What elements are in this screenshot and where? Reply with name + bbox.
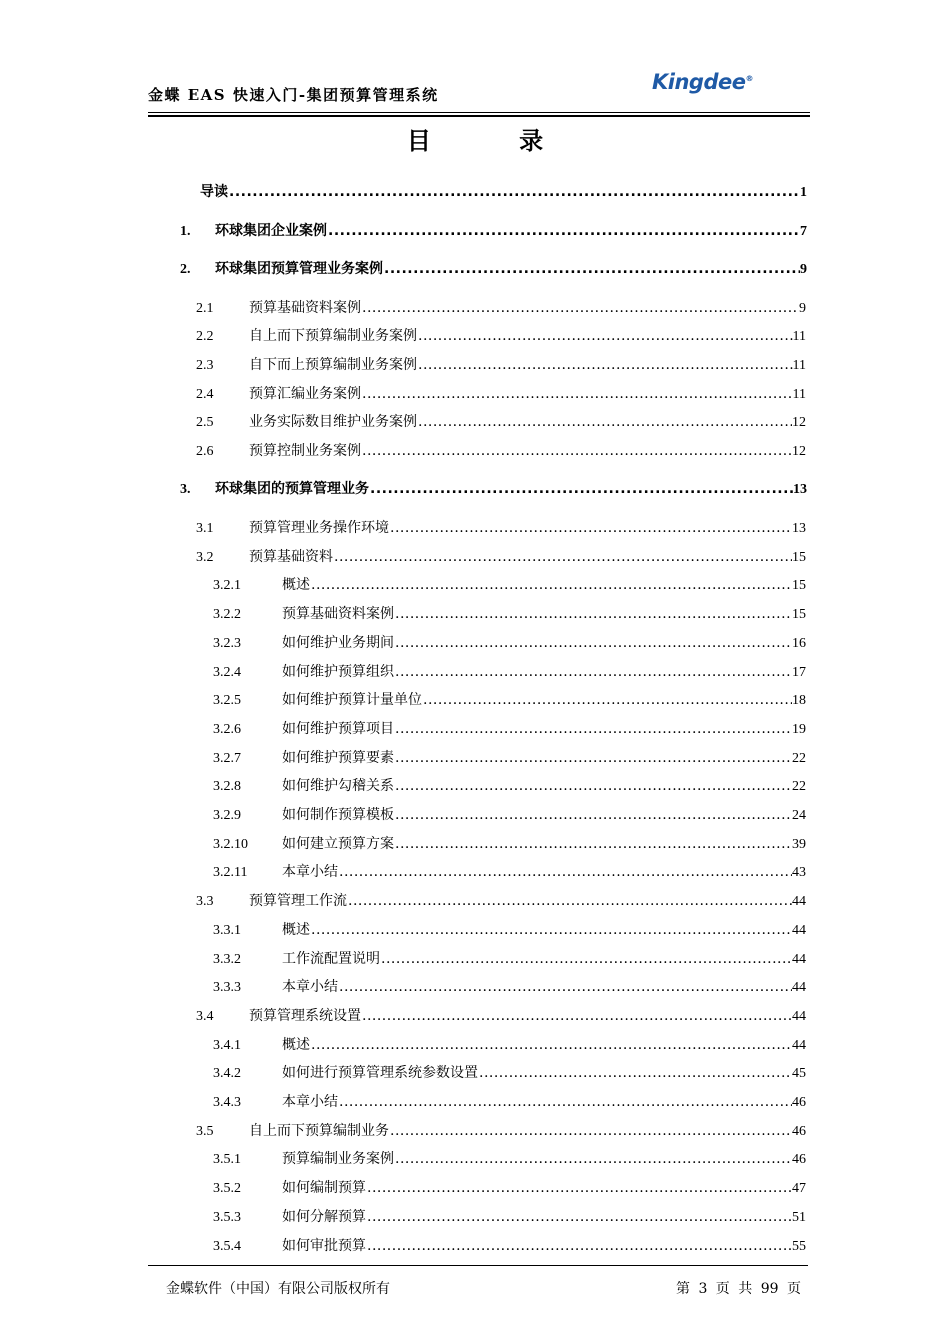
toc-entry-number: 2.2 — [196, 329, 214, 344]
dot-leader — [367, 1236, 792, 1256]
toc-entry-number: 3. — [180, 482, 191, 497]
toc-entry-title: 预算管理业务操作环境 — [249, 520, 389, 536]
toc-entry-number: 3.2.3 — [213, 636, 241, 651]
toc-entry-title: 预算基础资料 — [249, 549, 333, 565]
toc-entry-page: 11 — [792, 387, 806, 402]
header-rule-thick — [148, 115, 810, 117]
toc-entry-number: 3.2 — [196, 550, 214, 565]
toc-title: 目 录 — [406, 126, 584, 155]
dot-leader — [229, 182, 800, 202]
toc-entry-page: 24 — [792, 808, 806, 823]
toc-entry[interactable] — [196, 326, 806, 346]
toc-entry[interactable] — [213, 920, 806, 940]
toc-entry-number: 3.3.2 — [213, 952, 241, 967]
toc-entry-number: 3.2.7 — [213, 751, 241, 766]
registered-mark: ® — [745, 74, 753, 83]
toc-entry[interactable] — [213, 575, 806, 595]
toc-entry-title: 预算基础资料案例 — [282, 606, 394, 622]
toc-entry[interactable] — [196, 441, 806, 461]
toc-entry-number: 3.5.3 — [213, 1210, 241, 1225]
toc-entry-page: 15 — [792, 578, 806, 593]
toc-entry-title: 预算汇编业务案例 — [249, 386, 361, 402]
toc-entry-title: 本章小结 — [282, 979, 338, 995]
page-number: 第 3 页 共 99 页 — [676, 1281, 801, 1297]
toc-entry-title: 本章小结 — [282, 864, 338, 880]
toc-entry-title: 如何维护业务期间 — [282, 635, 394, 651]
toc-entry-title: 环球集团预算管理业务案例 — [215, 261, 383, 277]
dot-leader — [395, 834, 792, 854]
header-rule-thin — [148, 112, 810, 113]
dot-leader — [418, 326, 793, 346]
kingdee-logo — [652, 70, 753, 94]
toc-entry-page: 22 — [792, 779, 806, 794]
toc-entry[interactable] — [213, 719, 806, 739]
toc-entry-number: 3.5 — [196, 1124, 214, 1139]
toc-entry[interactable] — [213, 1063, 806, 1083]
dot-leader — [423, 690, 792, 710]
dot-leader — [390, 518, 792, 538]
dot-leader — [395, 662, 792, 682]
toc-entry-title: 导读 — [200, 184, 228, 200]
toc-entry-page: 15 — [792, 550, 806, 565]
toc-entry[interactable] — [213, 1236, 806, 1256]
toc-entry-number: 3.4.3 — [213, 1095, 241, 1110]
toc-entry-number: 3.5.1 — [213, 1152, 241, 1167]
toc-entry-page: 11 — [792, 358, 806, 373]
toc-entry[interactable] — [213, 949, 806, 969]
toc-entry-number: 2.4 — [196, 387, 214, 402]
toc-entry-number: 2.1 — [196, 301, 214, 316]
toc-entry-number: 3.2.4 — [213, 665, 241, 680]
dot-leader — [418, 355, 793, 375]
toc-entry[interactable] — [213, 776, 806, 796]
toc-entry-title: 概述 — [282, 577, 310, 593]
toc-entry-number: 2.6 — [196, 444, 214, 459]
toc-entry-number: 3.3 — [196, 894, 214, 909]
toc-entry-page: 44 — [792, 952, 806, 967]
toc-entry-title: 预算管理系统设置 — [249, 1008, 361, 1024]
toc-entry[interactable] — [180, 479, 807, 499]
toc-entry-page: 1 — [800, 185, 807, 200]
toc-entry-page: 9 — [800, 262, 807, 277]
toc-entry-title: 如何维护预算计量单位 — [282, 692, 422, 708]
toc-entry-number: 3.5.2 — [213, 1181, 241, 1196]
toc-entry-number: 3.2.9 — [213, 808, 241, 823]
toc-entry[interactable] — [196, 384, 806, 404]
toc-entry-page: 18 — [792, 693, 806, 708]
dot-leader — [384, 259, 800, 279]
toc-entry-number: 3.4.1 — [213, 1038, 241, 1053]
toc-entry-page: 43 — [792, 865, 806, 880]
toc-entry[interactable] — [213, 662, 806, 682]
toc-entry-page: 45 — [792, 1066, 806, 1081]
toc-entry-title: 环球集团的预算管理业务 — [215, 481, 369, 497]
toc-entry-number: 3.2.10 — [213, 837, 248, 852]
toc-entry[interactable] — [196, 412, 806, 432]
toc-entry-page: 39 — [792, 837, 806, 852]
toc-entry-number: 3.2.1 — [213, 578, 241, 593]
toc-entry-title: 预算基础资料案例 — [249, 300, 361, 316]
dot-leader — [339, 977, 792, 997]
toc-entry[interactable] — [213, 1178, 806, 1198]
toc-entry-number: 3.2.8 — [213, 779, 241, 794]
toc-entry-title: 预算编制业务案例 — [282, 1151, 394, 1167]
toc-entry[interactable] — [213, 748, 806, 768]
toc-entry[interactable] — [213, 834, 806, 854]
dot-leader — [367, 1207, 792, 1227]
toc-entry-page: 44 — [792, 923, 806, 938]
toc-entry-page: 9 — [799, 301, 806, 316]
toc-entry-number: 3.2.2 — [213, 607, 241, 622]
toc-entry-title: 如何维护预算项目 — [282, 721, 394, 737]
toc-entry-number: 3.3.3 — [213, 980, 241, 995]
toc-entry-number: 3.4 — [196, 1009, 214, 1024]
dot-leader — [418, 412, 792, 432]
toc-entry-page: 46 — [792, 1095, 806, 1110]
toc-entry-title: 如何维护预算要素 — [282, 750, 394, 766]
toc-entry[interactable] — [196, 355, 806, 375]
toc-entry-number: 2. — [180, 262, 191, 277]
toc-entry-page: 15 — [792, 607, 806, 622]
document-title: 金蝶 EAS 快速入门-集团预算管理系统 — [148, 86, 439, 104]
dot-leader — [370, 479, 793, 499]
dot-leader — [339, 862, 792, 882]
toc-entry-page: 44 — [792, 980, 806, 995]
dot-leader — [348, 891, 792, 911]
dot-leader — [381, 949, 792, 969]
toc-entry-number: 3.3.1 — [213, 923, 241, 938]
toc-entry-page: 44 — [792, 1038, 806, 1053]
toc-entry-title: 如何分解预算 — [282, 1209, 366, 1225]
toc-entry-title: 工作流配置说明 — [282, 951, 380, 967]
dot-leader — [362, 1006, 792, 1026]
toc-entry[interactable] — [200, 182, 807, 202]
toc-entry-number: 3.2.5 — [213, 693, 241, 708]
toc-entry-number: 2.5 — [196, 415, 214, 430]
copyright-text: 金蝶软件（中国）有限公司版权所有 — [166, 1281, 390, 1297]
toc-entry-title: 如何维护预算组织 — [282, 664, 394, 680]
toc-entry-title: 预算控制业务案例 — [249, 443, 361, 459]
toc-entry-page: 7 — [800, 224, 807, 239]
dot-leader — [390, 1121, 792, 1141]
toc-entry-number: 1. — [180, 224, 191, 239]
toc-entry-page: 44 — [792, 1009, 806, 1024]
dot-leader — [311, 575, 792, 595]
dot-leader — [395, 748, 792, 768]
dot-leader — [395, 776, 792, 796]
toc-entry-title: 如何编制预算 — [282, 1180, 366, 1196]
toc-entry-page: 13 — [793, 482, 807, 497]
toc-entry[interactable] — [213, 805, 806, 825]
dot-leader — [395, 1149, 792, 1169]
toc-entry[interactable] — [196, 1006, 806, 1026]
toc-entry[interactable] — [180, 221, 807, 241]
toc-entry-title: 如何制作预算模板 — [282, 807, 394, 823]
dot-leader — [395, 719, 792, 739]
toc-entry-title: 环球集团企业案例 — [215, 223, 327, 239]
toc-entry-page: 22 — [792, 751, 806, 766]
toc-entry-title: 自上而下预算编制业务 — [249, 1123, 389, 1139]
toc-entry-title: 概述 — [282, 1037, 310, 1053]
toc-entry-number: 3.5.4 — [213, 1239, 241, 1254]
toc-entry-page: 46 — [792, 1152, 806, 1167]
toc-entry[interactable] — [180, 259, 807, 279]
toc-entry-title: 业务实际数目维护业务案例 — [249, 414, 417, 430]
toc-entry[interactable] — [213, 690, 806, 710]
toc-entry-page: 12 — [792, 415, 806, 430]
toc-entry-page: 17 — [792, 665, 806, 680]
dot-leader — [395, 633, 792, 653]
dot-leader — [311, 1035, 792, 1055]
toc-entry[interactable] — [196, 298, 806, 318]
toc-entry-title: 如何审批预算 — [282, 1238, 366, 1254]
dot-leader — [395, 604, 792, 624]
toc-entry-number: 2.3 — [196, 358, 214, 373]
dot-leader — [362, 384, 793, 404]
toc-entry-title: 如何进行预算管理系统参数设置 — [282, 1065, 478, 1081]
toc-entry-number: 3.2.6 — [213, 722, 241, 737]
toc-entry-title: 如何建立预算方案 — [282, 836, 394, 852]
logo-text: Kingdee — [652, 70, 746, 94]
toc-entry[interactable] — [213, 1207, 806, 1227]
dot-leader — [362, 441, 792, 461]
toc-entry-title: 自下而上预算编制业务案例 — [249, 357, 417, 373]
toc-entry[interactable] — [213, 633, 806, 653]
toc-entry-page: 11 — [792, 329, 806, 344]
toc-entry-number: 3.4.2 — [213, 1066, 241, 1081]
dot-leader — [362, 298, 799, 318]
toc-entry-title: 本章小结 — [282, 1094, 338, 1110]
toc-entry-page: 12 — [792, 444, 806, 459]
toc-entry-title: 预算管理工作流 — [249, 893, 347, 909]
toc-entry[interactable] — [213, 862, 806, 882]
toc-entry[interactable] — [213, 604, 806, 624]
toc-entry[interactable] — [213, 1035, 806, 1055]
dot-leader — [395, 805, 792, 825]
footer-rule — [148, 1265, 808, 1266]
dot-leader — [334, 547, 792, 567]
toc-entry[interactable] — [213, 1092, 806, 1112]
dot-leader — [311, 920, 792, 940]
toc-entry-page: 55 — [792, 1239, 806, 1254]
dot-leader — [328, 221, 800, 241]
toc-entry[interactable] — [196, 547, 806, 567]
toc-entry[interactable] — [213, 1149, 806, 1169]
dot-leader — [479, 1063, 792, 1083]
dot-leader — [367, 1178, 792, 1198]
toc-entry[interactable] — [196, 891, 806, 911]
toc-entry-page: 13 — [792, 521, 806, 536]
toc-entry[interactable] — [196, 1121, 806, 1141]
dot-leader — [339, 1092, 792, 1112]
toc-entry-title: 自上而下预算编制业务案例 — [249, 328, 417, 344]
toc-entry-page: 51 — [792, 1210, 806, 1225]
toc-entry-title: 如何维护勾稽关系 — [282, 778, 394, 794]
toc-entry-page: 19 — [792, 722, 806, 737]
toc-entry-page: 46 — [792, 1124, 806, 1139]
toc-entry-page: 47 — [792, 1181, 806, 1196]
toc-entry[interactable] — [196, 518, 806, 538]
toc-entry[interactable] — [213, 977, 806, 997]
toc-entry-number: 3.1 — [196, 521, 214, 536]
toc-entry-title: 概述 — [282, 922, 310, 938]
toc-entry-number: 3.2.11 — [213, 865, 248, 880]
toc-entry-page: 44 — [792, 894, 806, 909]
toc-entry-page: 16 — [792, 636, 806, 651]
